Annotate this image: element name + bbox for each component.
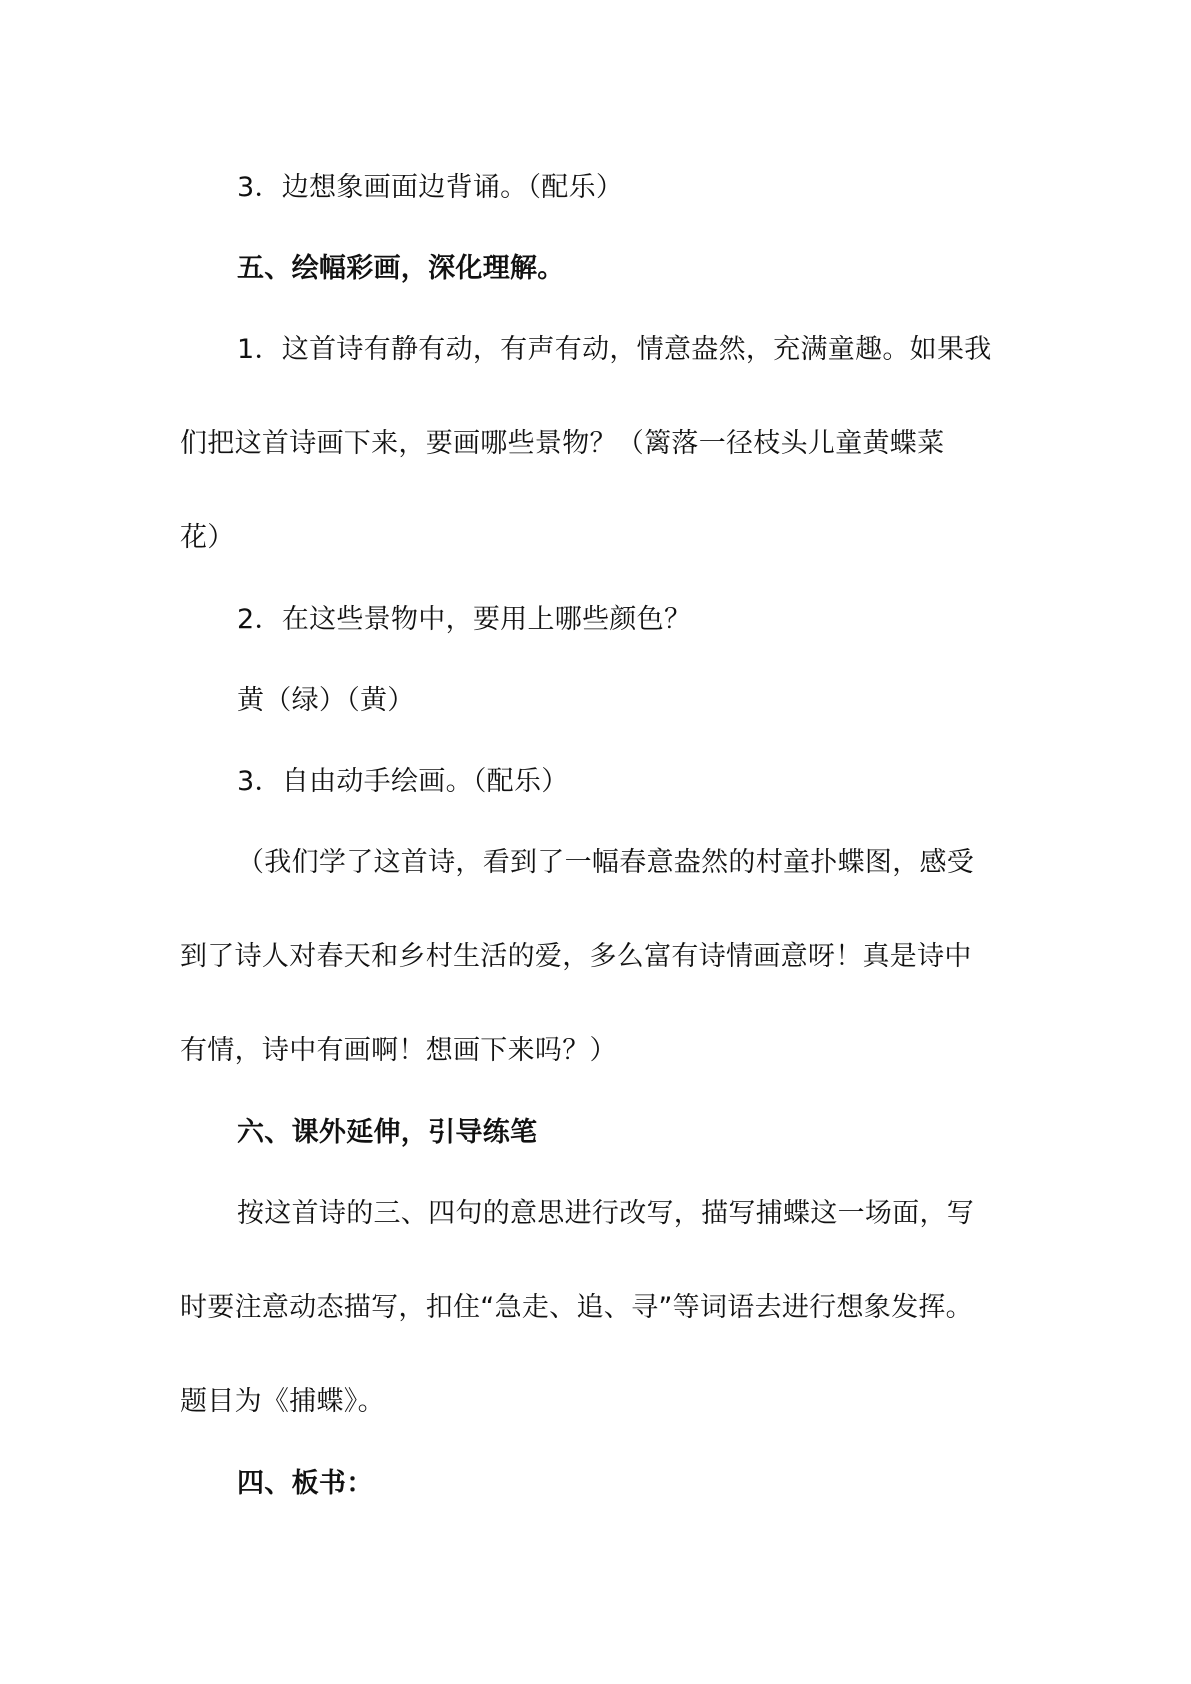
step-3-recite-line: 3．边想象画面边背诵。（配乐）: [237, 172, 624, 203]
step-1-paragraph-line-1: 1．这首诗有静有动，有声有动，情意盎然，充满童趣。如果我: [237, 334, 992, 365]
section-5-heading: 五、绘幅彩画，深化理解。: [237, 253, 565, 284]
summary-paragraph-line-3: 有情，诗中有画啊！想画下来吗？）: [180, 1035, 617, 1066]
colors-answer: 黄（绿）（黄）: [237, 685, 415, 716]
section-6-heading: 六、课外延伸，引导练笔: [237, 1117, 538, 1148]
step-3-drawing-line: 3．自由动手绘画。（配乐）: [237, 766, 569, 797]
step-2-colors-question: 2．在这些景物中，要用上哪些颜色？: [237, 604, 692, 635]
writing-task-line-3: 题目为《捕蝶》。: [180, 1386, 385, 1417]
summary-paragraph-line-1: （我们学了这首诗，看到了一幅春意盎然的村童扑蝶图，感受: [237, 847, 975, 878]
writing-task-line-2: 时要注意动态描写，扣住“急走、追、寻”等词语去进行想象发挥。: [180, 1292, 973, 1323]
step-1-paragraph-line-3: 花）: [180, 522, 235, 553]
writing-task-line-1: 按这首诗的三、四句的意思进行改写，描写捕蝶这一场面，写: [237, 1198, 975, 1229]
summary-paragraph-line-2: 到了诗人对春天和乡村生活的爱，多么富有诗情画意呀！真是诗中: [180, 941, 972, 972]
step-1-paragraph-line-2: 们把这首诗画下来，要画哪些景物？（篱落一径枝头儿童黄蝶菜: [180, 428, 945, 459]
section-4-board-heading: 四、板书：: [237, 1468, 374, 1499]
